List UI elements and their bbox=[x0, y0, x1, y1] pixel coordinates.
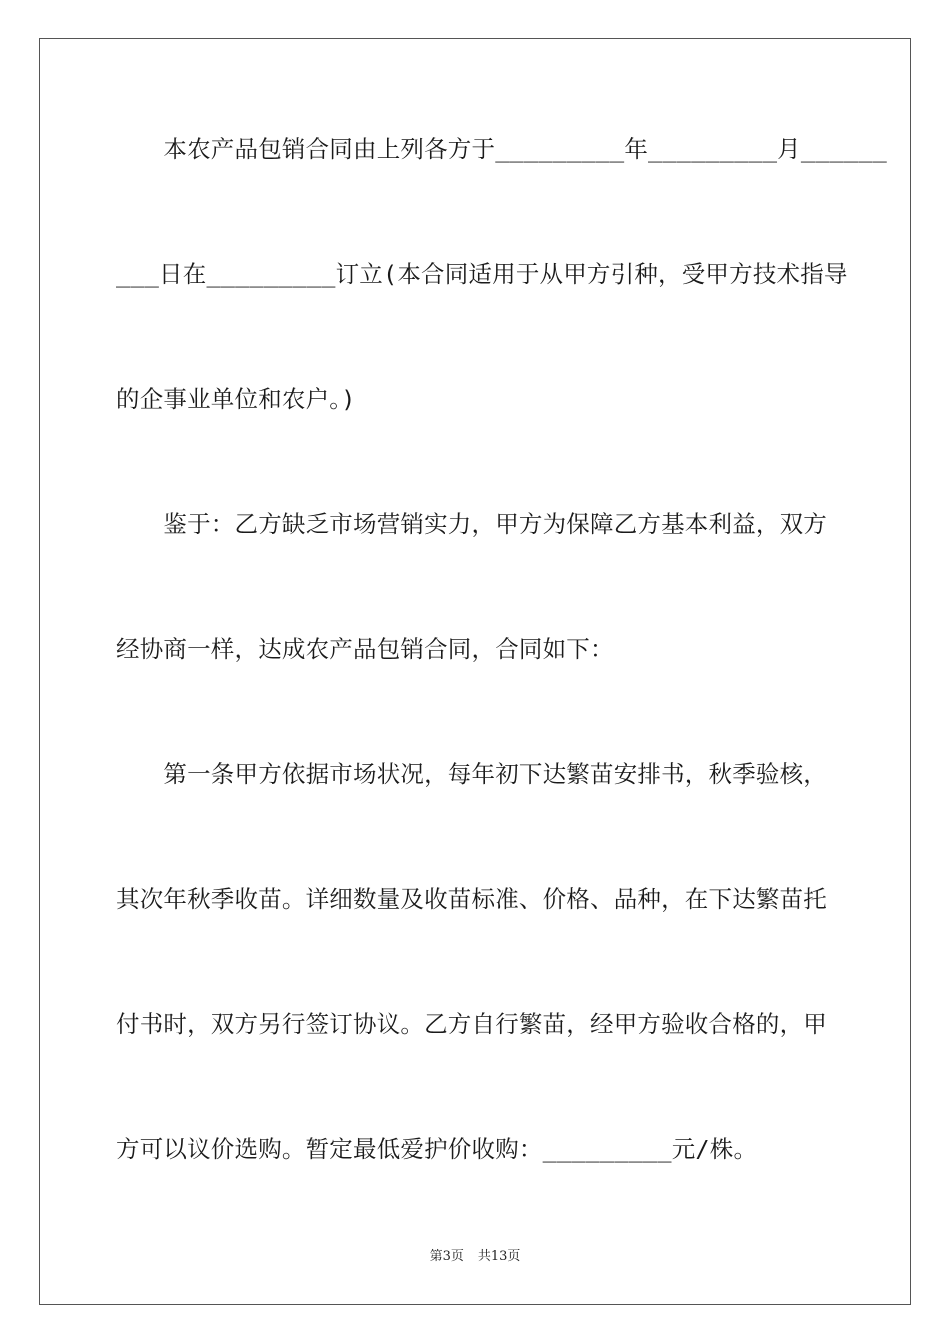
contract-line-2: ___日在_________订立(本合同适用于从甲方引种，受甲方技术指导 bbox=[116, 260, 848, 288]
contract-line-7: 其次年秋季收苗。详细数量及收苗标准、价格、品种，在下达繁苗托 bbox=[116, 885, 827, 913]
contract-line-4: 鉴于：乙方缺乏市场营销实力，甲方为保障乙方基本利益，双方 bbox=[116, 510, 827, 538]
page-border bbox=[39, 38, 911, 1305]
contract-line-9: 方可以议价选购。暂定最低爱护价收购：_________元/株。 bbox=[116, 1135, 758, 1163]
page-number-total: 共13页 bbox=[477, 1249, 521, 1264]
contract-line-5: 经协商一样，达成农产品包销合同，合同如下： bbox=[116, 635, 614, 663]
contract-line-1: 本农产品包销合同由上列各方于_________年_________月______ bbox=[116, 135, 887, 163]
contract-line-3: 的企事业单位和农户。) bbox=[116, 385, 356, 413]
page-footer bbox=[0, 1248, 950, 1266]
page-number-current: 第3页 bbox=[429, 1249, 464, 1264]
contract-line-6: 第一条甲方依据市场状况，每年初下达繁苗安排书，秋季验核， bbox=[116, 760, 827, 788]
contract-line-8: 付书时，双方另行签订协议。乙方自行繁苗，经甲方验收合格的，甲 bbox=[116, 1010, 827, 1038]
